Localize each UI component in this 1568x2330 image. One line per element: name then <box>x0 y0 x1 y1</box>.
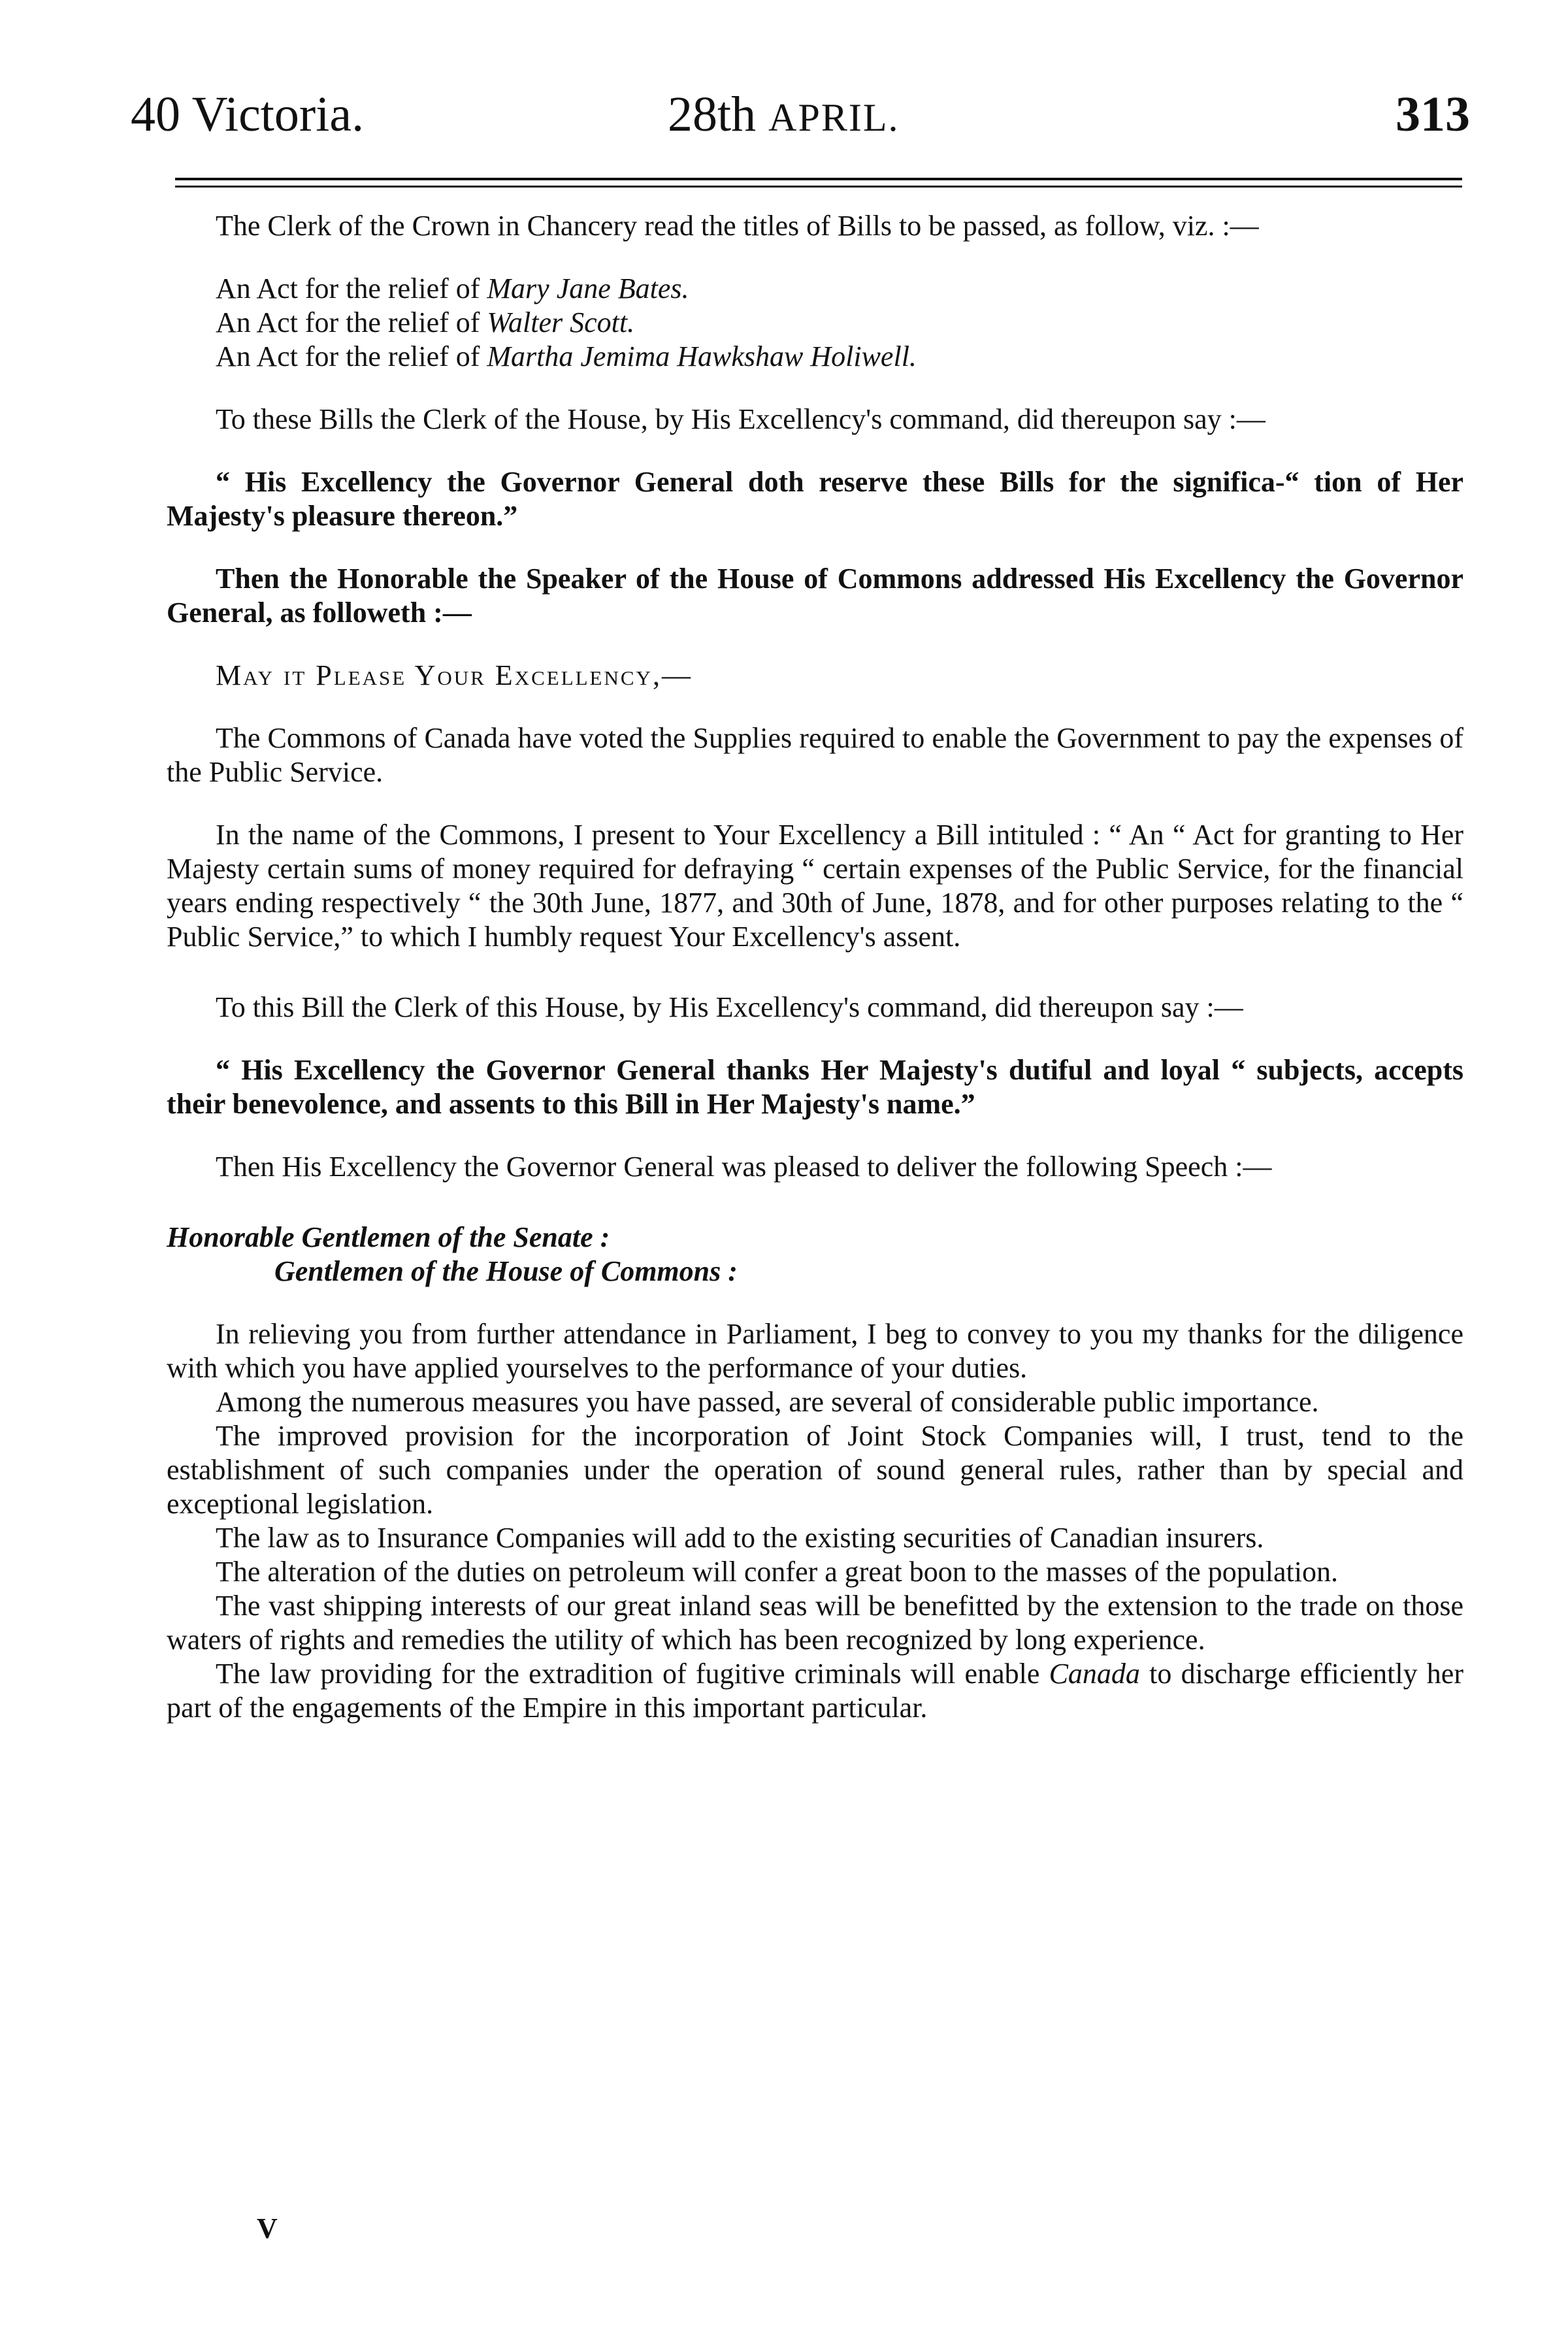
page-body <box>167 209 1463 1725</box>
speech-paragraph: The alteration of the duties on petroleum will confer a great boon to the masses of the population. <box>216 1556 1338 1588</box>
paragraph-bill-intituled: In the name of the Commons, I present to Your Excellency a Bill intituled : “ An “ Act for granting to Her Majesty certain sums of money required for defraying “ certain expenses of the Public Service, for the financial years ending respectively “ the 30th June, 1877, and 30th of June, 1878, and for other purposes relating to the “ Public Service,” to which I humbly request Your Excellency's assent. <box>167 819 1463 953</box>
quote-assent: “ His Excellency the Governor General thanks Her Majesty's dutiful and loyal “ subjects, accepts their benevolence, and assents to this Bill in Her Majesty's name.” <box>167 1054 1463 1120</box>
speech-paragraph: The improved provision for the incorporation of Joint Stock Companies will, I trust, tend to the establishment of such companies under the operation of sound general rules, rather than by special and exceptional legislation. <box>167 1420 1463 1520</box>
paragraph-speaker: Then the Honorable the Speaker of the House of Commons addressed His Excellency the Governor General, as followeth :— <box>167 563 1463 629</box>
header-date-month: APRIL. <box>768 96 900 139</box>
paragraph-supplies: The Commons of Canada have voted the Supplies required to enable the Government to pay the expenses of the Public Service. <box>167 722 1463 788</box>
header-rule-top <box>175 178 1462 180</box>
paragraph-clerk-house: To these Bills the Clerk of the House, by His Excellency's command, did thereupon say :— <box>216 403 1266 435</box>
speech-last-italic: Canada <box>1049 1658 1140 1690</box>
act-name: Mary Jane Bates. <box>487 272 689 304</box>
salutation-commons: Gentlemen of the House of Commons : <box>274 1255 738 1287</box>
header-regnal-year: 40 Victoria. <box>131 87 365 142</box>
act-list <box>167 272 1463 374</box>
act-prefix: An Act for the relief of <box>216 272 487 304</box>
speech-paragraph-extradition <box>167 1657 1463 1725</box>
salutation-senate: Honorable Gentlemen of the Senate : <box>167 1221 610 1253</box>
header-date-day: 28th <box>668 87 769 142</box>
paragraph-speech-intro: Then His Excellency the Governor General was pleased to deliver the following Speech :— <box>216 1151 1272 1183</box>
address-heading: May it Please Your Excellency,— <box>216 659 693 691</box>
speech-paragraph: Among the numerous measures you have passed, are several of considerable public importance. <box>216 1386 1319 1418</box>
speech-paragraph: The vast shipping interests of our great inland seas will be benefitted by the extension to the trade on those waters of rights and remedies the utility of which has been recognized by long experience. <box>167 1590 1463 1656</box>
act-item <box>167 340 1463 374</box>
speech-last-prefix: The law providing for the extradition of fugitive criminals will enable <box>216 1658 1049 1690</box>
speech-last-suffix: to discharge efficiently her part of the engagements of the Empire in this important particular. <box>167 1658 1463 1724</box>
page-number: 313 <box>1396 87 1470 142</box>
act-prefix: An Act for the relief of <box>216 306 487 338</box>
speech-paragraph: The law as to Insurance Companies will add to the existing securities of Canadian insurers. <box>216 1522 1264 1554</box>
act-item <box>167 306 1463 340</box>
header-date <box>668 78 899 154</box>
act-prefix: An Act for the relief of <box>216 340 487 372</box>
act-name: Martha Jemima Hawkshaw Holiwell. <box>487 340 917 372</box>
paragraph-clerk-crown: The Clerk of the Crown in Chancery read the titles of Bills to be passed, as follow, viz. :— <box>216 210 1259 242</box>
header-rule-bottom <box>175 186 1462 188</box>
speech-paragraph: In relieving you from further attendance in Parliament, I beg to convey to you my thanks for the diligence with which you have applied yourselves to the performance of your duties. <box>167 1318 1463 1384</box>
speech-body <box>167 1317 1463 1725</box>
quote-reserve-bills: “ His Excellency the Governor General doth reserve these Bills for the significa-“ tion of Her Majesty's pleasure thereon.” <box>167 466 1463 532</box>
signature-mark: V <box>257 2212 278 2244</box>
act-name: Walter Scott. <box>487 306 635 338</box>
page-header <box>131 78 1470 150</box>
act-item <box>167 272 1463 306</box>
paragraph-clerk-this-house: To this Bill the Clerk of this House, by His Excellency's command, did thereupon say :— <box>216 991 1243 1023</box>
